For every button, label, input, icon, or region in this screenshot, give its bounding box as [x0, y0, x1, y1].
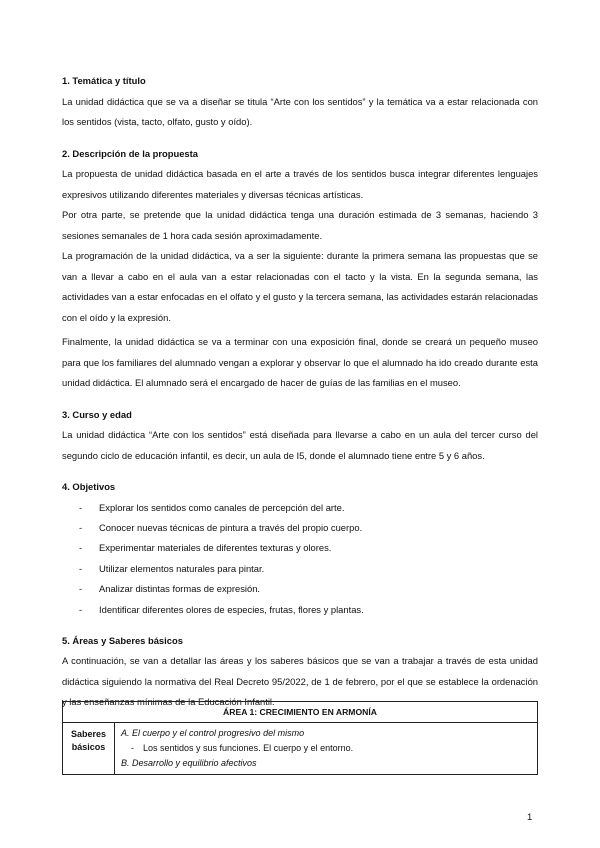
- paragraph: Finalmente, la unidad didáctica se va a terminar con una exposición final, donde se creará un pequeño museo para que los familiares del alumnado vengan a explorar y observar lo que el alumnado ha ido creado durante esta unidad didáctica. El alumnado será el encargado de hacer de guías de las familias en el museo.: [62, 336, 538, 388]
- block-a: A. El cuerpo y el control progresivo del mismo: [121, 728, 305, 738]
- paragraph: La unidad didáctica “Arte con los sentidos” está diseñada para llevarse a cabo en un aula del tercer curso del segundo ciclo de educación infantil, es decir, un aula de I5, donde el alumnado tiene entre 5 y 6 años.: [62, 429, 538, 461]
- list-item: - Conocer nuevas técnicas de pintura a través del propio cuerpo.: [79, 521, 363, 533]
- block-a-item: - Los sentidos y sus funciones. El cuerpo y el entorno.: [131, 743, 354, 753]
- table-header: ÁREA 1: CRECIMIENTO EN ARMONÍA: [63, 702, 538, 723]
- section-heading-descripcion: 2. Descripción de la propuesta: [62, 147, 198, 159]
- table-row: [63, 723, 538, 775]
- list-item: - Experimentar materiales de diferentes texturas y olores.: [79, 542, 332, 554]
- list-item: - Explorar los sentidos como canales de percepción del arte.: [79, 501, 345, 513]
- list-item: - Identificar diferentes olores de especies, frutas, flores y plantas.: [79, 603, 364, 615]
- list-item: - Utilizar elementos naturales para pintar.: [79, 562, 265, 574]
- paragraph: Por otra parte, se pretende que la unidad didáctica tenga una duración estimada de 3 semanas, haciendo 3 sesiones semanales de 1 hora cada sesión aproximadamente.: [62, 209, 538, 241]
- paragraph: A continuación, se van a detallar las áreas y los saberes básicos que se van a trabajar a través de esta unidad didáctica siguiendo la normativa del Real Decreto 95/2022, de 1 de febrero, por el que se establece la ordenación y las enseñanzas mínimas de la Educación Infantil.: [62, 655, 538, 708]
- block-b: B. Desarrollo y equilibrio afectivos: [121, 758, 257, 768]
- section-heading-areas: 5. Áreas y Saberes básicos: [62, 634, 183, 646]
- list-item: - Analizar distintas formas de expresión.: [79, 583, 261, 595]
- section-heading-tematica: 1. Temática y título: [62, 75, 146, 86]
- paragraph: La unidad didáctica que se va a diseñar se titula “Arte con los sentidos” y la temática va a estar relacionada con los sentidos (vista, tacto, olfato, gusto y oído).: [62, 95, 538, 127]
- section-heading-objetivos: 4. Objetivos: [62, 481, 116, 492]
- table-cell: [115, 723, 538, 775]
- area-table: [62, 701, 538, 775]
- paragraph: La propuesta de unidad didáctica basada en el arte a través de los sentidos busca integrar diferentes lenguajes expresivos utilizando diferentes materiales y diversas técnicas artísticas.: [62, 168, 538, 200]
- page-number: 1: [527, 812, 533, 823]
- objectives-list: [62, 498, 538, 620]
- paragraph: La programación de la unidad didáctica, va a ser la siguiente: durante la primera semana las propuestas que se van a llevar a cabo en el aula van a estar relacionadas con el tacto y la vista. En la segunda semana, las actividades van a estar enfocadas en el olfato y el gusto y la tercera semana, las actividades estarán relacionadas con el oído y la expresión.: [62, 250, 538, 323]
- row-label: Saberes básicos: [63, 723, 115, 775]
- section-heading-curso: 3. Curso y edad: [62, 408, 132, 420]
- document-body: [62, 71, 538, 713]
